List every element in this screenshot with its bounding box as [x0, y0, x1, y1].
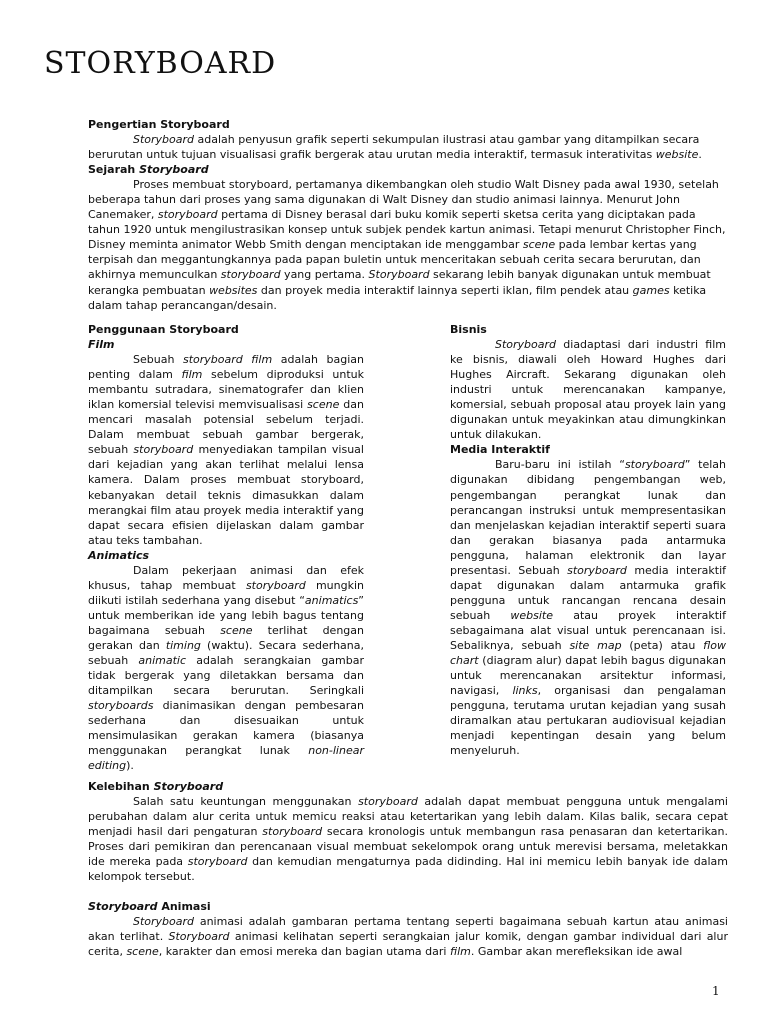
subheading-film: Film [88, 338, 115, 352]
column-left [88, 322, 364, 773]
italic-term: storyboard [245, 578, 306, 592]
italic-term: storyboard [157, 208, 218, 222]
italic-term: storyboard [220, 268, 281, 282]
heading-kelebihan: Kelebihan Storyboard [88, 780, 224, 793]
italic-term: storyboard [624, 458, 685, 472]
italic-term: Storyboard [88, 900, 158, 914]
italic-term: scene [307, 398, 340, 412]
italic-term: websites [209, 283, 258, 297]
italic-term: Storyboard [368, 268, 430, 282]
subheading-animatics: Animatics [88, 548, 150, 562]
page-title: STORYBOARD [44, 46, 277, 81]
paragraph-kelebihan: Salah satu keuntungan menggunakan storyboard adalah dapat membuat pengguna untuk mengalami perubahan dalam alur cerita untuk memicu reaksi atau ketertarikan yang lebih dalam. Kilas balik, secara cepat menjadi hasil dari pengaturan storyboard secara kronologis untuk membangun rasa penasaran dan ketertarikan. Proses dari pemikiran dan perencanaan visual membuat sekelompok orang untuk merevisi bersama, meletakkan ide mereka pada storyboard dan kemudian mengaturnya pada didinding. Hal ini memicu lebih banyak ide dalam kelompok tersebut. [88, 795, 728, 884]
italic-term: scene [126, 945, 159, 959]
italic-term: Storyboard [495, 338, 557, 352]
italic-term: storyboard [187, 855, 248, 869]
italic-term: Storyboard [139, 163, 209, 177]
heading-penggunaan: Penggunaan Storyboard [88, 323, 239, 336]
heading-pengertian: Pengertian Storyboard [88, 118, 230, 131]
italic-term: storyboard [133, 443, 194, 457]
italic-term: Storyboard [133, 133, 195, 147]
italic-term: flow chart [450, 638, 726, 668]
subheading-media-interaktif: Media Interaktif [450, 443, 550, 457]
italic-term: scene [522, 238, 556, 252]
heading-sejarah: Sejarah Storyboard [88, 163, 209, 177]
paragraph-media-interaktif: Baru-baru ini istilah “storyboard” telah digunakan dibidang pengembangan web, pengembangan perangkat lunak dan perancangan instruksi untuk mempresentasikan dan menjelaskan kejadian interaktif seperti suara dan gerakan biasanya pada antarmuka pengguna, halaman elektronik dan layar presentasi. Sebuah storyboard media interaktif dapat digunakan dalam antarmuka grafik pengguna untuk rancangan rencana desain sebuah website atau proyek interaktif sebagaimana alat visual untuk perencanaan isi. Sebaliknya, sebuah site map (peta) atau flow chart (diagram alur) dapat lebih bagus digunakan untuk merencanakan arsitektur informasi, navigasi, links, organisasi dan pengalaman pengguna, terutama urutan kejadian yang susah diramalkan atau pertukaran audiovisual kejadian menjadi kepentingan desain yang belum menyeluruh. [450, 458, 727, 758]
italic-term: non-linear editing [88, 744, 364, 773]
italic-term: website [510, 608, 553, 622]
italic-term: animatic [138, 654, 187, 668]
italic-term: Storyboard [153, 780, 224, 793]
italic-term: Storyboard [168, 930, 230, 944]
section-gap [88, 884, 728, 899]
lower-block [88, 779, 728, 960]
italic-term: storyboards [88, 699, 154, 713]
page-number: 1 [712, 984, 720, 998]
italic-term: games [632, 283, 670, 297]
italic-term: links [512, 684, 538, 698]
paragraph-bisnis: Storyboard diadaptasi dari industri film ke bisnis, diawali oleh Howard Hughes dari Hughes Aircraft. Sekarang digunakan oleh industri untuk merencanakan kampanye, komersial, sebuah proposal atau proyek lain yang digunakan untuk meyakinkan atau dimungkinkan untuk dilakukan. [450, 338, 726, 442]
paragraph-sejarah: Proses membuat storyboard, pertamanya dikembangkan oleh studio Walt Disney pada awal 1930, setelah beberapa tahun dari proses yang sama digunakan di Walt Disney dan studio animasi lainnya. Menurut John Canemaker, storyboard pertama di Disney berasal dari buku komik seperti sketsa cerita yang diciptakan pada tahun 1920 untuk mengilustrasikan konsep untuk subjek pendek kartun animasi. Tetapi menurut Christopher Finch, Disney meminta animator Webb Smith dengan menciptakan ide menggambar scene pada lembar kertas yang terpisah dan meggantungkannya pada papan buletin untuk menceritakan sebuah cerita secara berurutan, dan akhirnya memunculkan storyboard yang pertama. Storyboard sekarang lebih banyak digunakan untuk membuat kerangka pembuatan websites dan proyek media interaktif lainnya seperti iklan, film pendek atau games ketika dalam tahap perancangan/desain. [88, 178, 726, 312]
italic-term: timing [165, 638, 201, 652]
paragraph-film: Sebuah storyboard film adalah bagian penting dalam film sebelum diproduksi untuk membantu sutradara, sinematografer dan klien iklan komersial televisi memvisualisasi scene dan mencari masalah potensial sebelum terjadi. Dalam membuat sebuah gambar bergerak, sebuah storyboard menyediakan tampilan visual dari kejadian yang akan terlihat melalui lensa kamera. Dalam proses membuat storyboard, kebanyakan detail teknis dimasukkan dalam merangkai film atau proyek media interaktif yang dapat secara efisien dijelaskan dalam gambar atau teks tambahan. [88, 353, 365, 547]
italic-term: storyboard [262, 825, 323, 839]
paragraph-animatics: Dalam pekerjaan animasi dan efek khusus, tahap membuat storyboard mungkin diikuti istilah sederhana yang disebut “animatics” untuk memberikan ide yang lebih bagus tentang bagaimana sebuah scene terlihat dengan gerakan dan timing (waktu). Secara sederhana, sebuah animatic adalah serangkaian gambar tidak bergerak yang diletakkan bersama dan ditampilkan secara berurutan. Seringkali storyboards dianimasikan dengan pembesaran sederhana dan disesuaikan untuk mensimulasikan gerakan kamera (biasanya menggunakan perangkat lunak non-linear editing). [88, 563, 365, 773]
heading-animasi: Storyboard Animasi [88, 900, 211, 914]
column-right [450, 322, 726, 758]
italic-term: storyboard [358, 795, 418, 809]
italic-term: film [449, 945, 471, 959]
italic-term: storyboard film [182, 353, 273, 367]
italic-term: website [655, 148, 699, 162]
intro-block [88, 117, 728, 313]
subheading-bisnis: Bisnis [450, 323, 487, 336]
italic-term: storyboard [567, 563, 627, 577]
italic-term: Storyboard [133, 915, 195, 929]
italic-term: film [181, 368, 203, 382]
italic-term: site map [569, 638, 622, 652]
italic-term: animatics [304, 593, 359, 607]
italic-term: scene [220, 623, 253, 637]
paragraph-animasi: Storyboard animasi adalah gambaran pertama tentang seperti bagaimana sebuah kartun atau animasi akan terlihat. Storyboard animasi kelihatan seperti serangkaian jalur komik, dengan gambar individual dari alur cerita, scene, karakter dan emosi mereka dan bagian utama dari film. Gambar akan merefleksikan ide awal [88, 915, 728, 959]
paragraph-pengertian: Storyboard adalah penyusun grafik seperti sekumpulan ilustrasi atau gambar yang ditampilkan secara berurutan untuk tujuan visualisasi grafik bergerak atau urutan media interaktif, termasuk interativitas website. [88, 133, 702, 162]
